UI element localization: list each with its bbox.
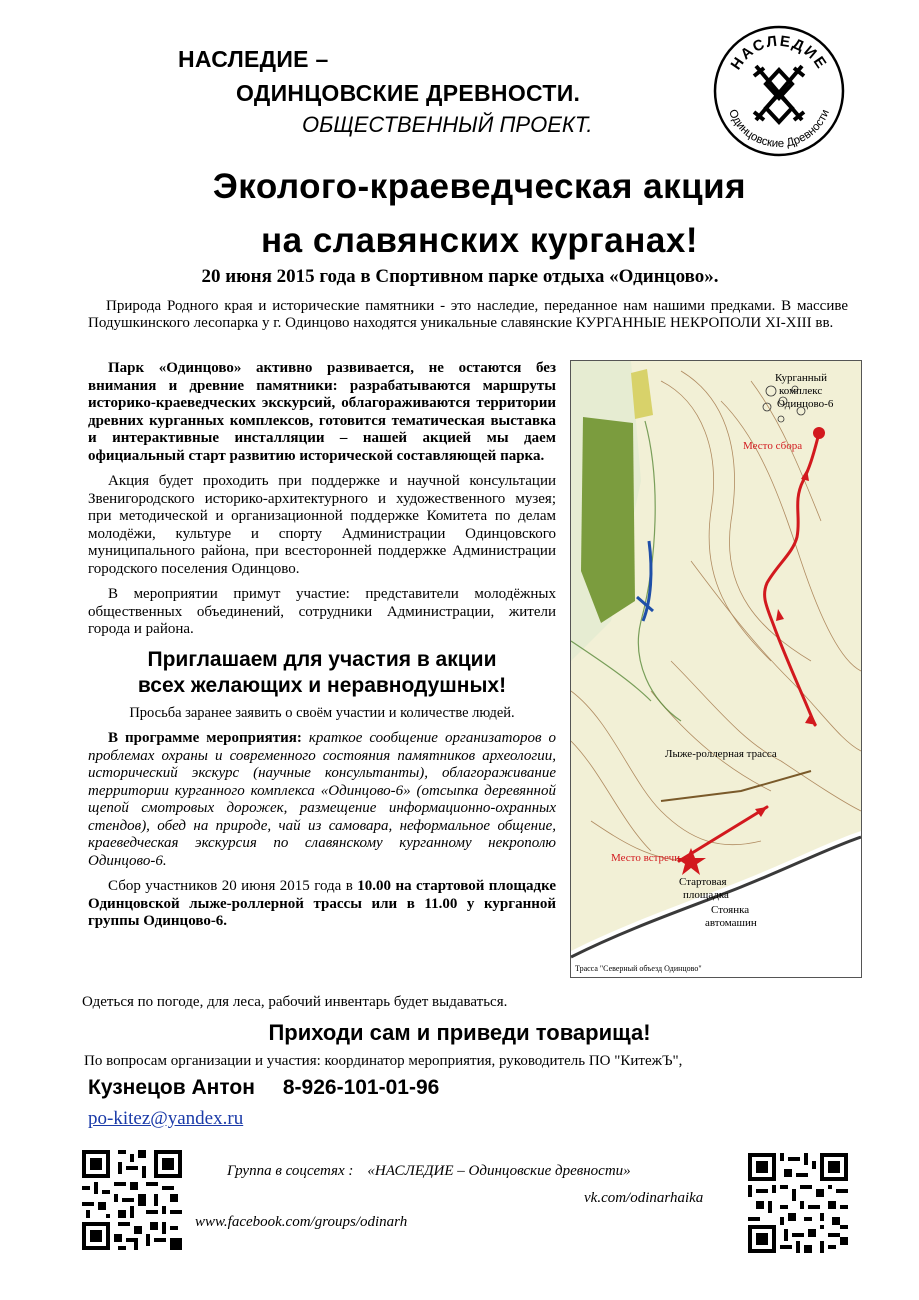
slogan: Приходи сам и приведи товарища! xyxy=(268,1020,651,1045)
header-line-3: ОБЩЕСТВЕННЫЙ ПРОЕКТ. xyxy=(302,112,593,137)
gather-point-icon xyxy=(813,427,825,439)
dress-line: Одеться по погоде, для леса, рабочий инвентарь будет выдаваться. xyxy=(82,994,508,1010)
program-text: краткое сообщение организаторов о проблемах охраны и современного состояния памятников археологии, исторический экскурс (научные консультанты), облагораживание территории курганного комплекса «Одинцово-6» (отсыпка деревянной щепой смотровых дорожек, размещение информационно-охранных стендов), обед на природе, чай из самовара, неформальное общение, краеведческая экскурсия по славянскому курганному некрополю Одинцово-6. xyxy=(88,730,556,869)
header-line-1: НАСЛЕДИЕ – xyxy=(178,46,329,72)
contact-name: Кузнецов Антон xyxy=(88,1076,255,1099)
logo-top-text: НАСЛЕДИЕ xyxy=(727,32,831,74)
invite-line-2: всех желающих и неравнодушных! xyxy=(137,673,507,697)
gather-start: Сбор участников 20 июня 2015 года в xyxy=(108,878,358,894)
route-map xyxy=(570,360,862,978)
qr-code-left-icon xyxy=(82,1150,182,1250)
program-label: В программе мероприятия: xyxy=(108,730,302,746)
facebook-link[interactable]: www.facebook.com/groups/odinarh xyxy=(195,1214,408,1230)
park-paragraph: Парк «Одинцово» активно развивается, не остаются без внимания и древние памятники: разрабатываются маршруты историко-краеведческих экскурсий, облагораживаются территории древних курганных комплексов, готовится тематическая выставка и интерактивные инсталляции – нашей акцией мы даем официальный старт развитию исторической составляющей парка. xyxy=(88,360,556,464)
map-label-parking-2: автомашин xyxy=(705,917,757,929)
map-label-track: Лыже-роллерная трасса xyxy=(665,748,777,760)
map-label-start-2: площадка xyxy=(683,889,729,901)
project-logo xyxy=(712,24,846,158)
email-link[interactable]: po-kitez@yandex.ru xyxy=(88,1108,244,1129)
map-label-complex-2: комплекс xyxy=(779,385,823,397)
social-line xyxy=(227,1163,631,1180)
invite-line-1: Приглашаем для участия в акции xyxy=(147,647,497,671)
contact-phone: 8-926-101-01-96 xyxy=(282,1076,440,1099)
header-line-2: ОДИНЦОВСКИЕ ДРЕВНОСТИ. xyxy=(236,80,581,106)
contact-line xyxy=(88,1076,439,1100)
support-paragraph: Акция будет проходить при поддержке и научной консультации Звенигородского историко-архитектурного и художественного музея; при методической и организационной поддержке Комитета по делам молодёжи, культуре и спорту Администрации Одинцовского муниципального района, при всесторонней поддержке Администрации городского поселения Одинцово. xyxy=(88,473,556,577)
contact-question: По вопросам организации и участия: координатор мероприятия, руководитель ПО "КитежЪ", xyxy=(84,1053,683,1069)
program-paragraph xyxy=(88,730,556,870)
date-line: 20 июня 2015 года в Спортивном парке отдыха «Одинцово». xyxy=(201,266,719,287)
title-line-2: на славянских курганах! xyxy=(261,221,698,260)
map-drawing xyxy=(571,361,861,977)
social-group-name: «НАСЛЕДИЕ – Одинцовские древности» xyxy=(367,1163,631,1179)
map-label-parking-1: Стоянка xyxy=(711,904,750,916)
main-column xyxy=(88,360,556,939)
gather-paragraph xyxy=(88,878,556,931)
social-label: Группа в соцсетях : xyxy=(227,1163,354,1179)
invite-heading xyxy=(88,647,556,699)
qr-code-right-icon xyxy=(748,1153,848,1253)
map-label-meet: Место встречи xyxy=(611,852,681,864)
intro-paragraph: Природа Родного края и исторические памятники - это наследие, переданное нам нашими предками. В массиве Подушкинского лесопарка у г. Одинцово находятся уникальные славянские КУРГАННЫЕ НЕКРОПОЛИ XI-XIII вв. xyxy=(88,298,848,331)
map-label-complex-3: Одинцово-6 xyxy=(777,398,834,410)
map-label-complex-1: Курганный xyxy=(775,372,827,384)
logo-bottom-text: Одинцовские Древности xyxy=(726,107,832,151)
participants-paragraph: В мероприятии примут участие: представители молодёжных общественных объединений, сотрудники Администрации, жители города и района. xyxy=(88,586,556,637)
title-line-1: Эколого-краеведческая акция xyxy=(212,167,747,206)
map-label-start-1: Стартовая xyxy=(679,876,727,888)
map-label-gather: Место сбора xyxy=(743,440,803,452)
request-line: Просьба заранее заявить о своём участии и количестве людей. xyxy=(129,704,515,721)
vk-link[interactable]: vk.com/odinarhaika xyxy=(584,1190,704,1206)
gather-bold: 10.00 на стартовой площадке Одинцовской лыже-роллерной трассы или в 11.00 у курганной группы Одинцово-6. xyxy=(88,878,557,929)
ornament-icon xyxy=(754,66,804,122)
map-label-road: Трасса "Северный объезд Одинцово" xyxy=(575,964,702,973)
